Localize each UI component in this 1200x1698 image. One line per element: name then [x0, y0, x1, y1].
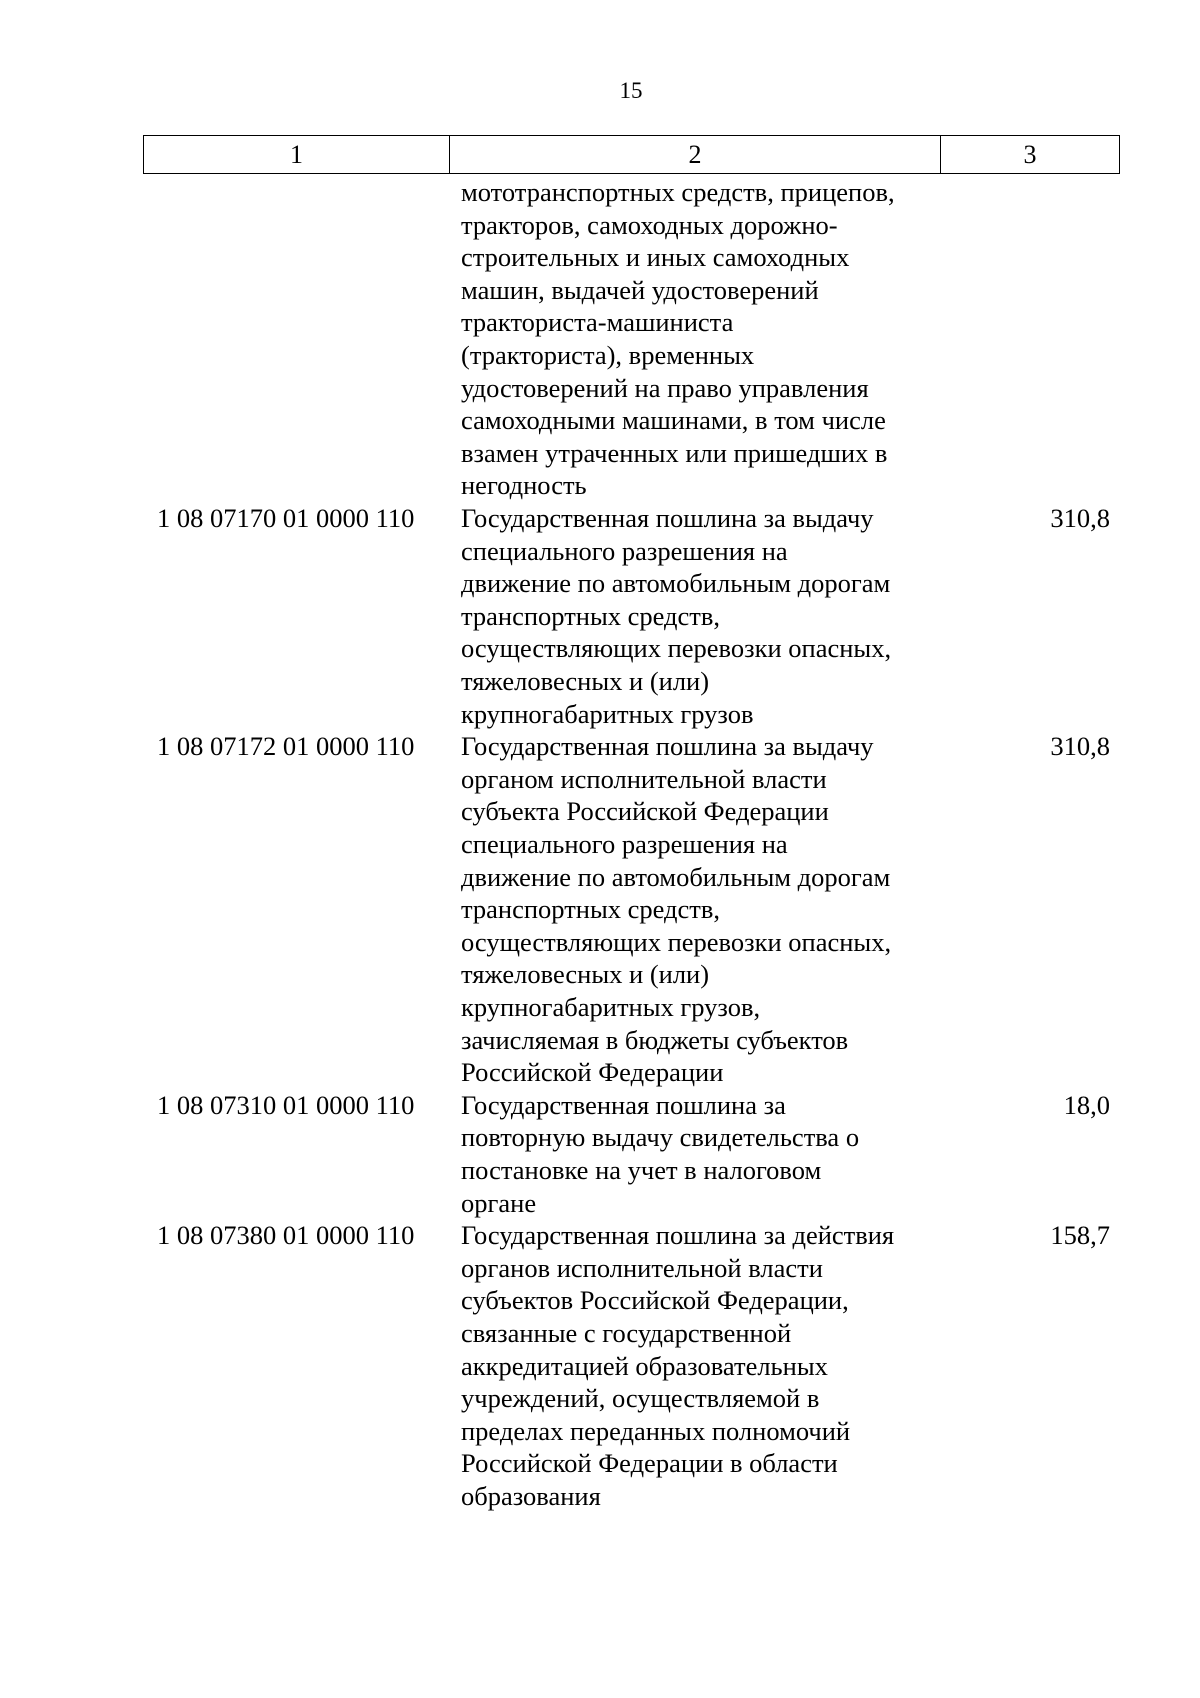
- budget-code: 1 08 07172 01 0000 110: [157, 731, 415, 762]
- description-line: Государственная пошлина за: [461, 1089, 786, 1120]
- description-line: движение по автомобильным дорогам: [461, 568, 891, 599]
- budget-code: 1 08 07310 01 0000 110: [157, 1089, 415, 1120]
- budget-code: 1 08 07170 01 0000 110: [157, 503, 415, 533]
- description-line: транспортных средств,: [461, 600, 721, 631]
- description-line: зачисляемая в бюджеты субъектов: [461, 1024, 849, 1055]
- description-line: самоходными машинами, в том числе: [461, 405, 886, 436]
- description-line: взамен утраченных или пришедших в: [461, 437, 888, 468]
- table-header: [143, 135, 1120, 174]
- revenue-description: [461, 730, 891, 1089]
- description-line: Государственная пошлина за выдачу: [461, 731, 874, 762]
- description-line: тракторов, самоходных дорожно-: [461, 209, 838, 240]
- revenue-description: [461, 176, 895, 502]
- description-line: машин, выдачей удостоверений: [461, 274, 819, 305]
- description-line: негодность: [461, 470, 587, 501]
- description-line: органе: [461, 1187, 537, 1218]
- header-cell-1: 1: [144, 136, 450, 174]
- description-line: крупногабаритных грузов: [461, 698, 754, 729]
- description-line: удостоверений на право управления: [461, 372, 869, 403]
- description-line: крупногабаритных грузов,: [461, 991, 761, 1022]
- revenue-description: [461, 1089, 859, 1219]
- description-line: Российской Федерации: [461, 1057, 724, 1088]
- description-line: Государственная пошлина за выдачу: [461, 503, 874, 533]
- revenue-description: [461, 502, 891, 730]
- description-line: учреждений, осуществляемой в: [461, 1383, 820, 1414]
- description-line: специального разрешения на: [461, 828, 788, 859]
- description-line: Российской Федерации в области: [461, 1448, 838, 1479]
- header-cell-3: 3: [941, 136, 1120, 174]
- description-line: субъекта Российской Федерации: [461, 796, 829, 827]
- description-line: тракториста-машиниста: [461, 307, 734, 338]
- description-line: Государственная пошлина за действия: [461, 1220, 895, 1251]
- amount-value: 310,8: [1050, 731, 1110, 762]
- description-line: органов исполнительной власти: [461, 1252, 823, 1283]
- description-line: органом исполнительной власти: [461, 763, 827, 794]
- description-line: постановке на учет в налоговом: [461, 1154, 822, 1185]
- description-line: строительных и иных самоходных: [461, 242, 850, 273]
- description-line: движение по автомобильным дорогам: [461, 861, 891, 892]
- description-line: тяжеловесных и (или): [461, 665, 710, 696]
- amount-value: 18,0: [1063, 1089, 1110, 1120]
- description-line: осуществляющих перевозки опасных,: [461, 926, 892, 957]
- description-line: субъектов Российской Федерации,: [461, 1285, 849, 1316]
- description-line: образования: [461, 1480, 601, 1511]
- description-line: связанные с государственной: [461, 1317, 792, 1348]
- header-cell-2: 2: [450, 136, 941, 174]
- budget-code: 1 08 07380 01 0000 110: [157, 1220, 415, 1251]
- description-line: повторную выдачу свидетельства о: [461, 1122, 860, 1153]
- description-line: аккредитацией образовательных: [461, 1350, 828, 1381]
- amount-value: 158,7: [1050, 1220, 1110, 1251]
- description-line: (тракториста), временных: [461, 339, 755, 370]
- description-line: тяжеловесных и (или): [461, 959, 710, 990]
- description-line: специального разрешения на: [461, 535, 788, 566]
- amount-value: 310,8: [1050, 503, 1110, 533]
- page-number: 15: [619, 78, 643, 103]
- description-line: пределах переданных полномочий: [461, 1415, 851, 1446]
- description-line: мототранспортных средств, прицепов,: [461, 177, 895, 207]
- table-header-row: [144, 136, 1120, 174]
- description-line: транспортных средств,: [461, 894, 721, 925]
- description-line: осуществляющих перевозки опасных,: [461, 633, 892, 664]
- revenue-description: [461, 1219, 894, 1512]
